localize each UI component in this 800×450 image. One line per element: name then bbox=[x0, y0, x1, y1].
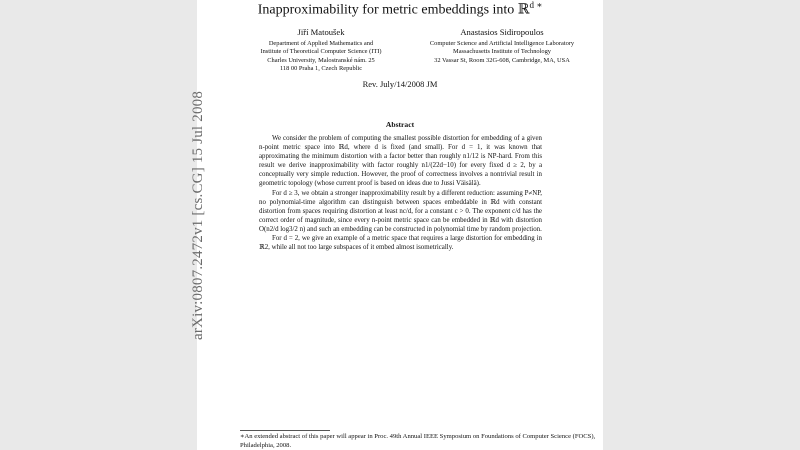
paper-title bbox=[0, 0, 800, 20]
author-affiliation-line: 32 Vassar St, Room 32G-608, Cambridge, MA, USA bbox=[434, 56, 570, 64]
abstract-heading: Abstract bbox=[385, 120, 415, 129]
paper-title-text: Inapproximability for metric embeddings into ℝ bbox=[257, 2, 530, 18]
author-block-2 bbox=[408, 27, 596, 65]
author-affiliation-line: 118 00 Praha 1, Czech Republic bbox=[279, 65, 363, 73]
author-name: Anastasios Sidiropoulos bbox=[460, 27, 544, 37]
revision-date: Rev. July/14/2008 JM bbox=[362, 79, 438, 89]
abstract-paragraph: For d ≥ 3, we obtain a stronger inapproximability result by a different reduction: assuming P≠NP, no polynomial-time algorithm can distinguish between spaces embeddable in ℝd with constant distortion from spaces requiring distortion at least nc/d, for a constant c > 0. The exponent c/d has the correct order of magnitude, since every n-point metric space can be embedded in ℝd with distortion O(n2/d log3/2 n) and such an embedding can be constructed in polynomial time by random projection. bbox=[259, 189, 542, 233]
author-affiliation-line: Department of Applied Mathematics and bbox=[268, 40, 374, 47]
paper-title-superscript: d ∗ bbox=[529, 0, 543, 10]
arxiv-identifier: arXiv:0807.2472v1 [cs.CG] 15 Jul 2008 bbox=[190, 90, 206, 340]
abstract-body bbox=[259, 134, 542, 252]
footnote: ∗An extended abstract of this paper will appear in Proc. 49th Annual IEEE Symposium on Foundations of Computer Science (FOCS), Philadelphia, 2008. bbox=[240, 433, 596, 449]
author-name: Jiří Matoušek bbox=[297, 27, 345, 37]
author-block-1 bbox=[252, 27, 390, 74]
abstract-paragraph: For d = 2, we give an example of a metric space that requires a large distortion for embedding in ℝ2, while all not too large subspaces of it embed almost isometrically. bbox=[259, 235, 542, 252]
author-affiliation-line: Institute of Theoretical Computer Science (ITI) bbox=[260, 48, 382, 56]
footnote-rule bbox=[240, 430, 330, 431]
author-affiliation-line: Charles University, Malostranské nám. 25 bbox=[267, 56, 375, 64]
author-affiliation-line: Computer Science and Artificial Intelligence Laboratory bbox=[429, 40, 575, 47]
abstract-paragraph: We consider the problem of computing the smallest possible distortion for embedding of a given n-point metric space into ℝd, where d is fixed (and small). For d = 1, it was known that approximating the minimum distortion with a factor better than roughly n1/12 is NP-hard. From this result we derive inapproximability with factor roughly n1/(22d−10) for every fixed d ≥ 2, by a conceptually very simple reduction. However, the proof of correctness involves a nontrivial result in geometric topology (whose current proof is based on ideas due to Jussi Väisälä). bbox=[259, 135, 542, 188]
author-affiliation-line: Massachusetts Institute of Technology bbox=[453, 48, 551, 56]
